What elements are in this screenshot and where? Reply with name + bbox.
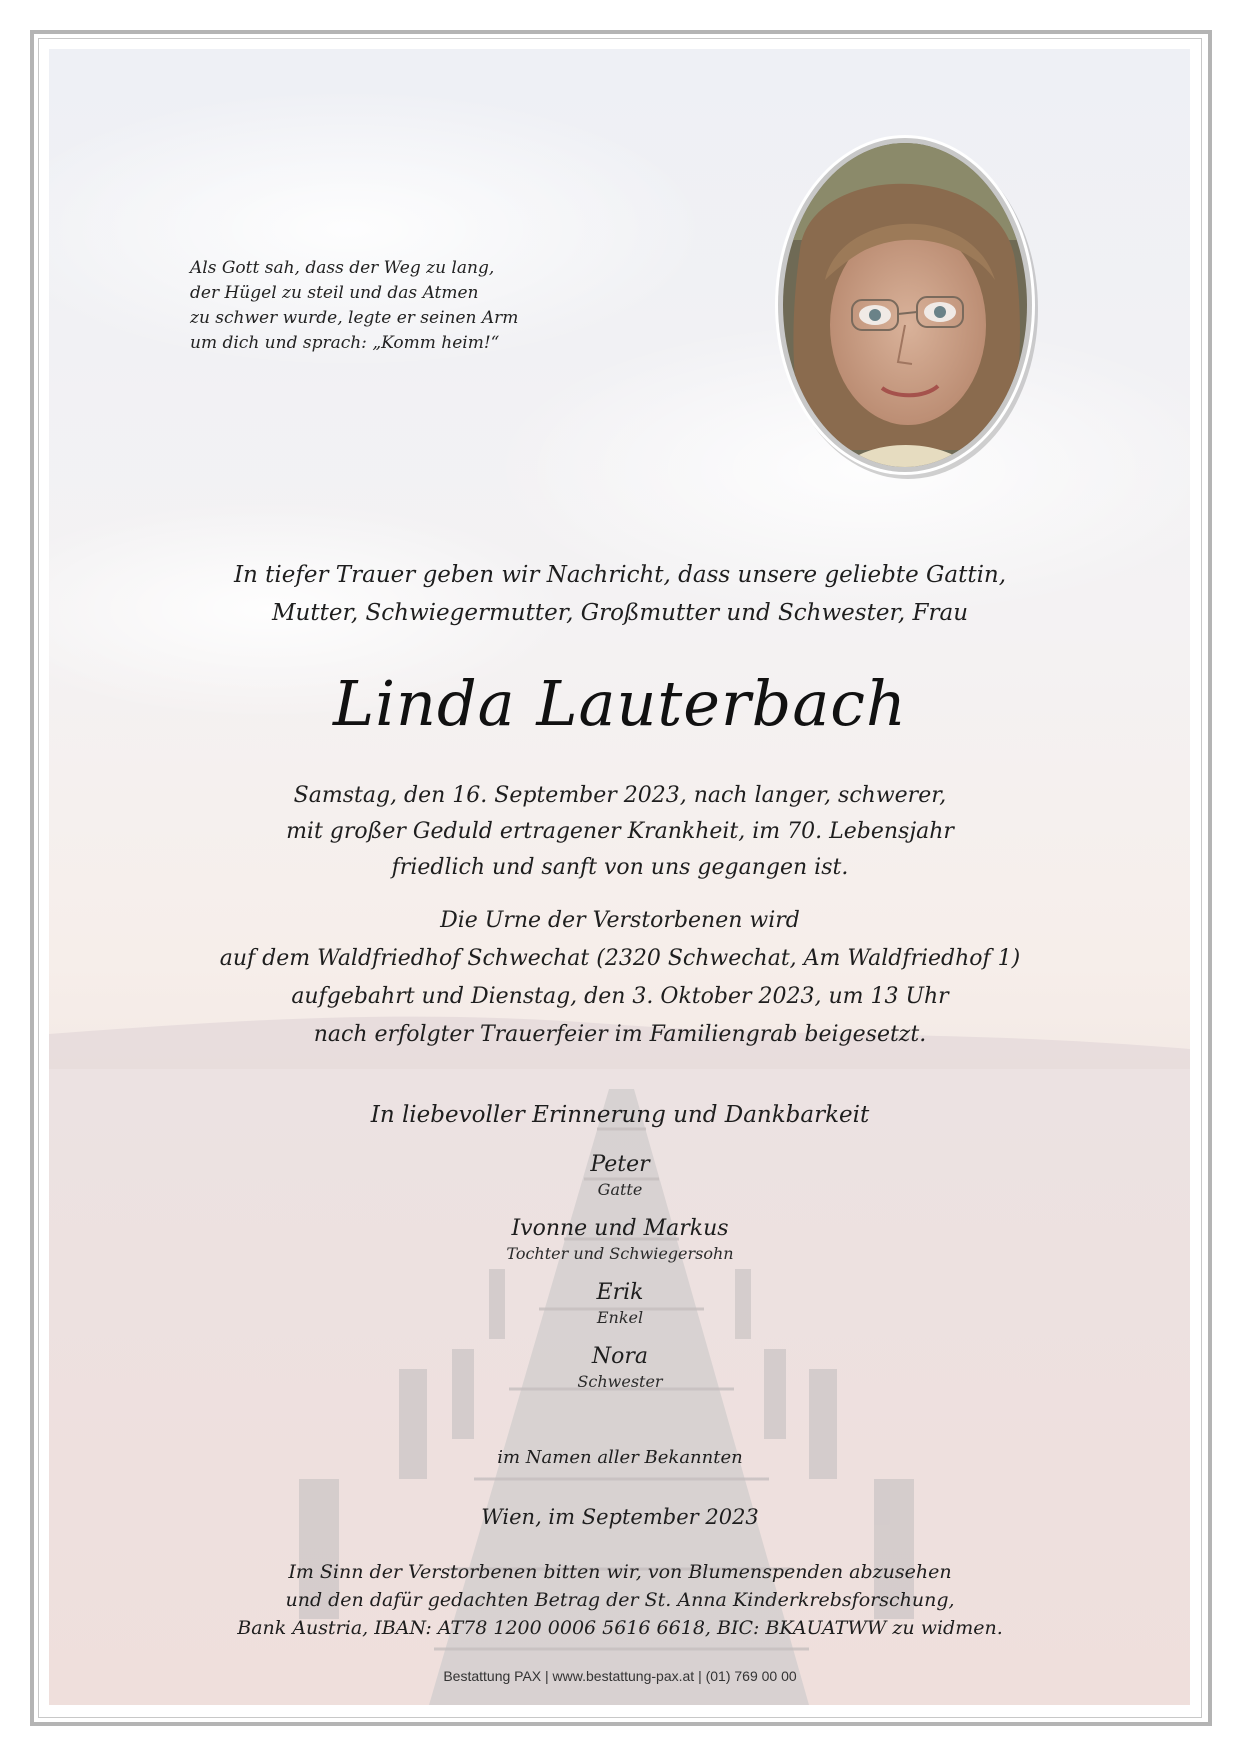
family-member-name: Erik — [596, 1280, 644, 1305]
family-member-name: Peter — [590, 1152, 650, 1177]
funeral-home-footer: Bestattung PAX | www.bestattung-pax.at | (01) 769 00 00 — [443, 1668, 797, 1684]
family-member — [120, 1342, 1120, 1392]
donation-request — [120, 1558, 1120, 1642]
burial-line: auf dem Waldfriedhof Schwechat (2320 Schwechat, Am Waldfriedhof 1) — [219, 946, 1021, 971]
motto-line: Als Gott sah, dass der Weg zu lang, — [190, 258, 495, 278]
motto-line: um dich und sprach: „Komm heim!“ — [190, 333, 500, 353]
portrait-photo — [770, 130, 1040, 480]
family-member — [120, 1214, 1120, 1264]
donation-line: und den dafür gedachten Betrag der St. Anna Kinderkrebsforschung, — [285, 1589, 955, 1611]
family-member-role: Enkel — [596, 1308, 644, 1327]
donation-line: Im Sinn der Verstorbenen bitten wir, von Blumenspenden abzusehen — [288, 1561, 952, 1583]
burial-line: aufgebahrt und Dienstag, den 3. Oktober 2023, um 13 Uhr — [291, 984, 949, 1009]
gratitude-heading: In liebevoller Erinnerung und Dankbarkeit — [370, 1102, 870, 1128]
family-member — [120, 1278, 1120, 1328]
passing-text — [120, 778, 1120, 886]
motto-line: der Hügel zu steil und das Atmen — [190, 283, 479, 303]
passing-line: Samstag, den 16. September 2023, nach langer, schwerer, — [293, 783, 947, 808]
burial-text — [120, 902, 1120, 1054]
deceased-name: Linda Lauterbach — [333, 667, 907, 740]
family-member-name: Ivonne und Markus — [511, 1216, 729, 1241]
behalf-text: im Namen aller Bekannten — [497, 1447, 743, 1468]
announcement-line: Mutter, Schwiegermutter, Großmutter und Schwester, Frau — [271, 600, 969, 626]
memorial-motto — [190, 256, 610, 356]
family-member — [120, 1150, 1120, 1200]
family-member-role: Schwester — [577, 1372, 663, 1391]
family-member-role: Gatte — [597, 1180, 643, 1199]
passing-line: mit großer Geduld ertragener Krankheit, im 70. Lebensjahr — [286, 819, 954, 844]
burial-line: Die Urne der Verstorbenen wird — [440, 908, 800, 933]
announcement-line: In tiefer Trauer geben wir Nachricht, dass unsere geliebte Gattin, — [233, 562, 1007, 588]
family-member-role: Tochter und Schwiegersohn — [506, 1244, 734, 1263]
burial-line: nach erfolgter Trauerfeier im Familiengrab beigesetzt. — [313, 1022, 927, 1047]
family-member-name: Nora — [591, 1344, 649, 1369]
donation-line: Bank Austria, IBAN: AT78 1200 0006 5616 6618, BIC: BKAUATWW zu widmen. — [237, 1617, 1003, 1639]
announcement-text — [120, 556, 1120, 632]
motto-line: zu schwer wurde, legte er seinen Arm — [190, 308, 519, 328]
passing-line: friedlich und sanft von uns gegangen ist. — [391, 855, 849, 880]
place-date: Wien, im September 2023 — [481, 1505, 759, 1529]
family-list — [120, 1150, 1120, 1406]
